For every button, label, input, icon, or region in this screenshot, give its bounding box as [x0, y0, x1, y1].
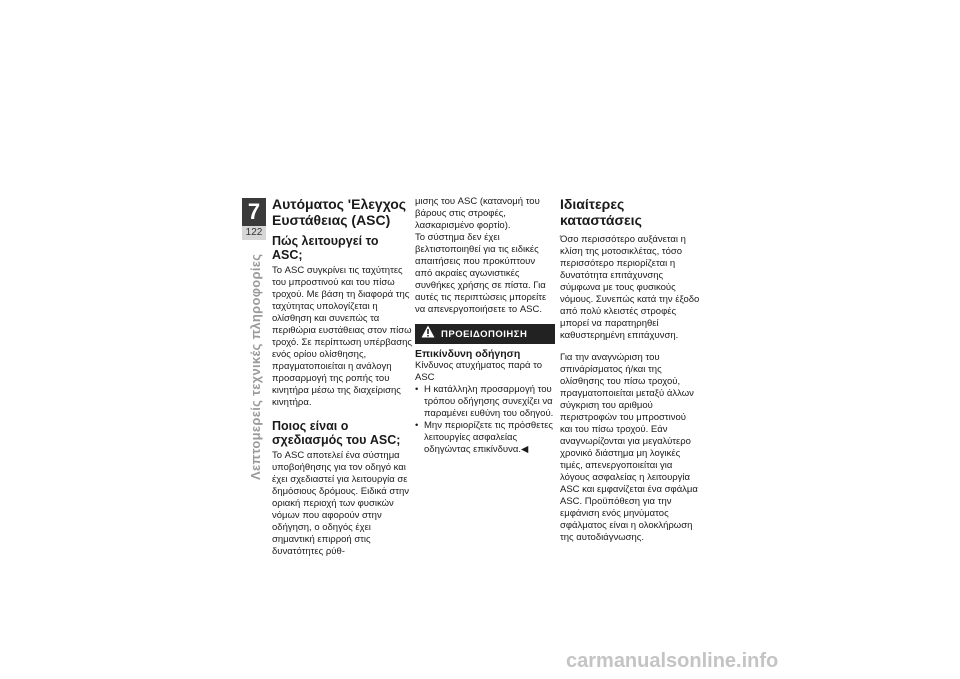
section-title-asc: Αυτόματος 'Ελεγχος Ευστάθειας (ASC) — [272, 196, 407, 228]
paragraph-lean-angle: Όσο περισσότερο αυξάνεται η κλίση της μοτοσικλέτας, τόσο περισσότερο περιορίζεται η δυνατότητα επιτάχυνσης σύμφωνα με τους φυσικούς νόμους. Συνεπώς κατά την έξοδο από πολύ κλειστές στροφές μπορεί να παρατηρηθεί καθυστερημένη επιτάχυνση. — [560, 234, 700, 341]
warning-label: ΠΡΟΕΙΔΟΠΟΙΗΣΗ — [441, 328, 528, 340]
warning-intro: Κίνδυνος ατυχήματος παρά το ASC — [415, 360, 543, 383]
heading-how-asc-works: Πώς λειτουργεί το ASC; — [272, 234, 379, 262]
section-title-special-situations: Ιδιαίτερες καταστάσεις — [560, 196, 642, 228]
column-2 — [415, 196, 555, 456]
watermark: carmanualsonline.info — [566, 650, 779, 672]
chapter-tab: 7 — [242, 198, 266, 226]
warning-list — [415, 384, 555, 456]
paragraph-system-limits: Το σύστημα δεν έχει βελτιστοποιηθεί για τις ειδικές απαιτήσεις που προκύπτουν από ακραίες αγωνιστικές συνθήκες χρήσης σε πίστα. Για αυτές τις περιπτώσεις μπορείτε να απενεργοποιήσετε το ASC. — [415, 232, 547, 315]
warning-banner — [415, 324, 555, 344]
paragraph-how-asc-works: Το ASC συγκρίνει τις ταχύτητες του μπροστινού και του πίσω τροχού. Με βάση τη διαφορά της ταχύτητας υπολογίζεται η ολίσθηση και συνεπώς τα περιθώρια ευστάθειας στον πίσω τροχό. Σε περίπτωση υπέρβασης ενός ορίου ολίσθησης, πραγματοποιείται η ανάλογη προσαρμογή της ροπής του κινητήρα μέσω της διαχείρισης κινητήρα. — [272, 265, 412, 408]
heading-asc-design: Ποιος είναι ο σχεδιασμός του ASC; — [272, 419, 401, 447]
paragraph-continuation: μισης του ASC (κατανομή του βάρους στις στροφές, λασκαρισμένο φορτίο). — [415, 196, 540, 231]
paragraph-asc-design: Το ASC αποτελεί ένα σύστημα υποβοήθησης για τον οδηγό και έχει σχεδιαστεί για λειτουργία σε δημόσιους δρόμους. Ειδικά στην οριακή περιοχή των φυσικών νόμων που αφορούν στην οδήγηση, ο οδηγός έχει σημαντική επιρροή στις δυνατότητες ρύθ- — [272, 450, 410, 557]
list-item: • Μην περιορίζετε τις πρόσθετες λειτουργίες ασφαλείας οδηγώντας επικίνδυνα.◀ — [424, 420, 555, 456]
paragraph-wheel-slip-detection: Για την αναγνώριση του σπινάρίσματος ή/και της ολίσθησης του πίσω τροχού, πραγματοποιείται μεταξύ άλλων σύγκριση του αριθμού περιστροφών του μπροστινού και του πίσω τροχού. Εάν αναγνωρίζονται για μεγαλύτερο χρονικό διάστημα μη λογικές τιμές, απενεργοποιείται για λόγους ασφαλείας η λειτουργία ASC και εμφανίζεται ένα σφάλμα ASC. Προϋπόθεση για την εμφάνιση ενός μηνύματος σφάλματος είναι η ολοκλήρωση της αυτοδιάγνωσης. — [560, 352, 698, 543]
column-3 — [560, 196, 700, 544]
warning-heading: Επικίνδυνη οδήγηση — [415, 348, 521, 360]
list-item: • Η κατάλληλη προσαρμογή του τρόπου οδήγησης συνεχίζει να παραμένει ευθύνη του οδηγού. — [424, 384, 555, 420]
column-1 — [272, 196, 412, 558]
page-number: 122 — [242, 226, 266, 240]
warning-triangle-icon — [421, 325, 435, 343]
side-title: Λεπτομερείς τεχνικές πληροφορίες — [248, 253, 263, 480]
